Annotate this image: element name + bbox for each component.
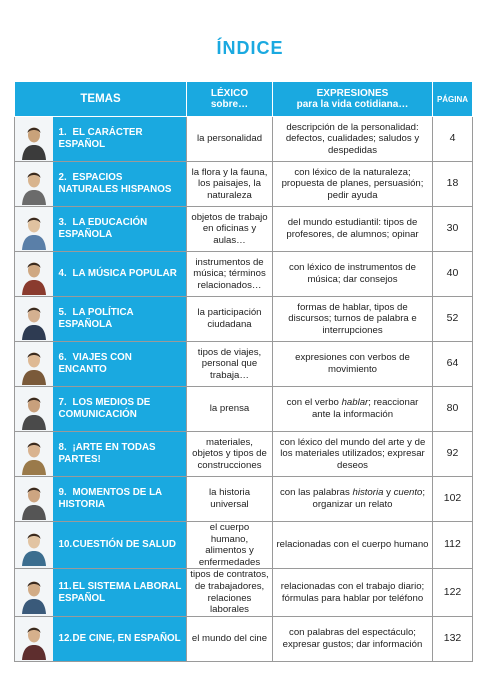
expresiones-cell: con léxico de la naturaleza; propuesta de planes, persuasión; pedir ayuda [273,162,433,207]
tema-cell [53,522,187,569]
page-number: 64 [433,342,473,387]
person-photo-icon [16,343,52,385]
tema-cell [53,297,187,342]
person-photo-icon [16,618,52,660]
expresiones-cell: formas de hablar, tipos de discursos; turnos de palabra e interrupciones [273,297,433,342]
theme-photo [15,432,53,477]
expresiones-text: y [383,487,394,499]
lexico-cell: instrumentos de música; términos relacionados… [187,252,273,297]
person-photo-icon [16,524,52,566]
expresiones-cell: con léxico de instrumentos de música; dar consejos [273,252,433,297]
expresiones-text: ; organizar un relato [312,487,426,510]
page-number: 80 [433,387,473,432]
lexico-cell: la historia universal [187,477,273,522]
tema-number: 4. [58,268,67,280]
expresiones-cell: del mundo estudiantil: tipos de profesores, de alumnos; opinar [273,207,433,252]
page-number: 4 [433,117,473,162]
page-number: 40 [433,252,473,297]
tema-title: VIAJES CON ENCANTO [58,352,132,375]
lexico-cell: tipos de contratos, de trabajadores, relaciones laborales [187,569,273,616]
header-temas: TEMAS [15,82,187,117]
theme-photo [15,252,53,297]
person-photo-icon [16,163,52,205]
page-title: ÍNDICE [216,38,284,58]
table-row [15,162,473,207]
expresiones-emphasis: hablar [341,397,369,409]
header-row [15,82,473,117]
person-photo-icon [16,433,52,475]
header-lexico-title: LÉXICO [210,88,249,99]
tema-title: LA POLÍTICA ESPAÑOLA [58,307,134,330]
theme-photo [15,207,53,252]
theme-photo [15,297,53,342]
tema-cell [53,117,187,162]
tema-title: LOS MEDIOS DE COMUNICACIÓN [58,397,151,420]
tema-number: 12. [58,632,73,644]
table-row [15,342,473,387]
lexico-cell: el mundo del cine [187,616,273,661]
expresiones-emphasis: cuento [393,487,423,499]
person-photo-icon [16,572,52,614]
page-number: 52 [433,297,473,342]
header-lexico-sub: sobre… [210,99,249,110]
expresiones-cell: relacionadas con el cuerpo humano [273,522,433,569]
table-row [15,432,473,477]
header-expresiones-title: EXPRESIONES [316,88,389,99]
table-row [15,297,473,342]
tema-cell [53,342,187,387]
expresiones-emphasis: historia [352,487,384,499]
expresiones-cell: con palabras del espectáculo; expresar gustos; dar información [273,616,433,661]
tema-cell [53,432,187,477]
person-photo-icon [16,208,52,250]
expresiones-cell [273,477,433,522]
expresiones-cell: con léxico del mundo del arte y de los materiales utilizados; expresar deseos [273,432,433,477]
lexico-cell: la prensa [187,387,273,432]
tema-title: EL CARÁCTER ESPAÑOL [58,127,143,150]
page-number: 102 [433,477,473,522]
tema-title: EL SISTEMA LABORAL ESPAÑOL [58,580,182,604]
header-pagina: PÁGINA [433,82,473,117]
table-row [15,522,473,569]
page-number: 30 [433,207,473,252]
lexico-cell: objetos de trabajo en oficinas y aulas… [187,207,273,252]
table-row [15,207,473,252]
tema-number: 11. [58,580,72,592]
expresiones-cell: relacionadas con el trabajo diario; fórmulas para hablar por teléfono [273,569,433,616]
page-number: 132 [433,616,473,661]
tema-number: 8. [58,442,67,454]
expresiones-cell: descripción de la personalidad: defectos, cualidades; saludos y despedidas [273,117,433,162]
person-photo-icon [16,298,52,340]
table-row [15,569,473,616]
tema-title: MOMENTOS DE LA HISTORIA [58,487,162,510]
page-number: 92 [433,432,473,477]
tema-number: 3. [58,217,67,229]
tema-cell [53,252,187,297]
table-row [15,252,473,297]
theme-photo [15,162,53,207]
expresiones-text: con las palabras [279,487,353,499]
tema-number: 6. [58,352,67,364]
tema-title: LA EDUCACIÓN ESPAÑOLA [58,217,148,240]
table-row [15,387,473,432]
theme-photo [15,117,53,162]
tema-cell [53,477,187,522]
person-photo-icon [16,118,52,160]
page-number: 18 [433,162,473,207]
expresiones-text: ; reaccionar ante la información [311,397,419,420]
table-row [15,477,473,522]
page-number: 122 [433,569,473,616]
tema-number: 10. [58,539,73,551]
header-expresiones-sub: para la vida cotidiana… [296,99,409,110]
expresiones-cell [273,387,433,432]
lexico-cell: materiales, objetos y tipos de construcciones [187,432,273,477]
theme-photo [15,616,53,661]
page-number: 112 [433,522,473,569]
person-photo-icon [16,253,52,295]
theme-photo [15,569,53,616]
lexico-cell: la participación ciudadana [187,297,273,342]
expresiones-text: con el verbo [286,397,342,409]
header-lexico [187,82,273,117]
table-row [15,117,473,162]
tema-cell [53,207,187,252]
theme-photo [15,342,53,387]
tema-title: DE CINE, EN ESPAÑOL [72,632,181,644]
table-row [15,616,473,661]
tema-number: 7. [58,397,67,409]
tema-cell [53,387,187,432]
lexico-cell: el cuerpo humano, alimentos y enfermedades [187,522,273,569]
person-photo-icon [16,388,52,430]
tema-cell [53,162,187,207]
theme-photo [15,387,53,432]
index-table [14,81,473,662]
theme-photo [15,477,53,522]
theme-photo [15,522,53,569]
tema-title: ESPACIOS NATURALES HISPANOS [58,172,172,195]
tema-number: 1. [58,127,67,139]
tema-number: 9. [58,487,67,499]
tema-number: 5. [58,307,67,319]
tema-title: ¡ARTE EN TODAS PARTES! [58,442,156,465]
person-photo-icon [16,478,52,520]
tema-title: CUESTIÓN DE SALUD [72,539,176,551]
tema-number: 2. [58,172,67,184]
lexico-cell: la flora y la fauna, los paisajes, la naturaleza [187,162,273,207]
tema-cell [53,569,187,616]
lexico-cell: tipos de viajes, personal que trabaja… [187,342,273,387]
lexico-cell: la personalidad [187,117,273,162]
header-expresiones [273,82,433,117]
expresiones-cell: expresiones con verbos de movimiento [273,342,433,387]
tema-title: LA MÚSICA POPULAR [72,268,177,280]
tema-cell [53,616,187,661]
